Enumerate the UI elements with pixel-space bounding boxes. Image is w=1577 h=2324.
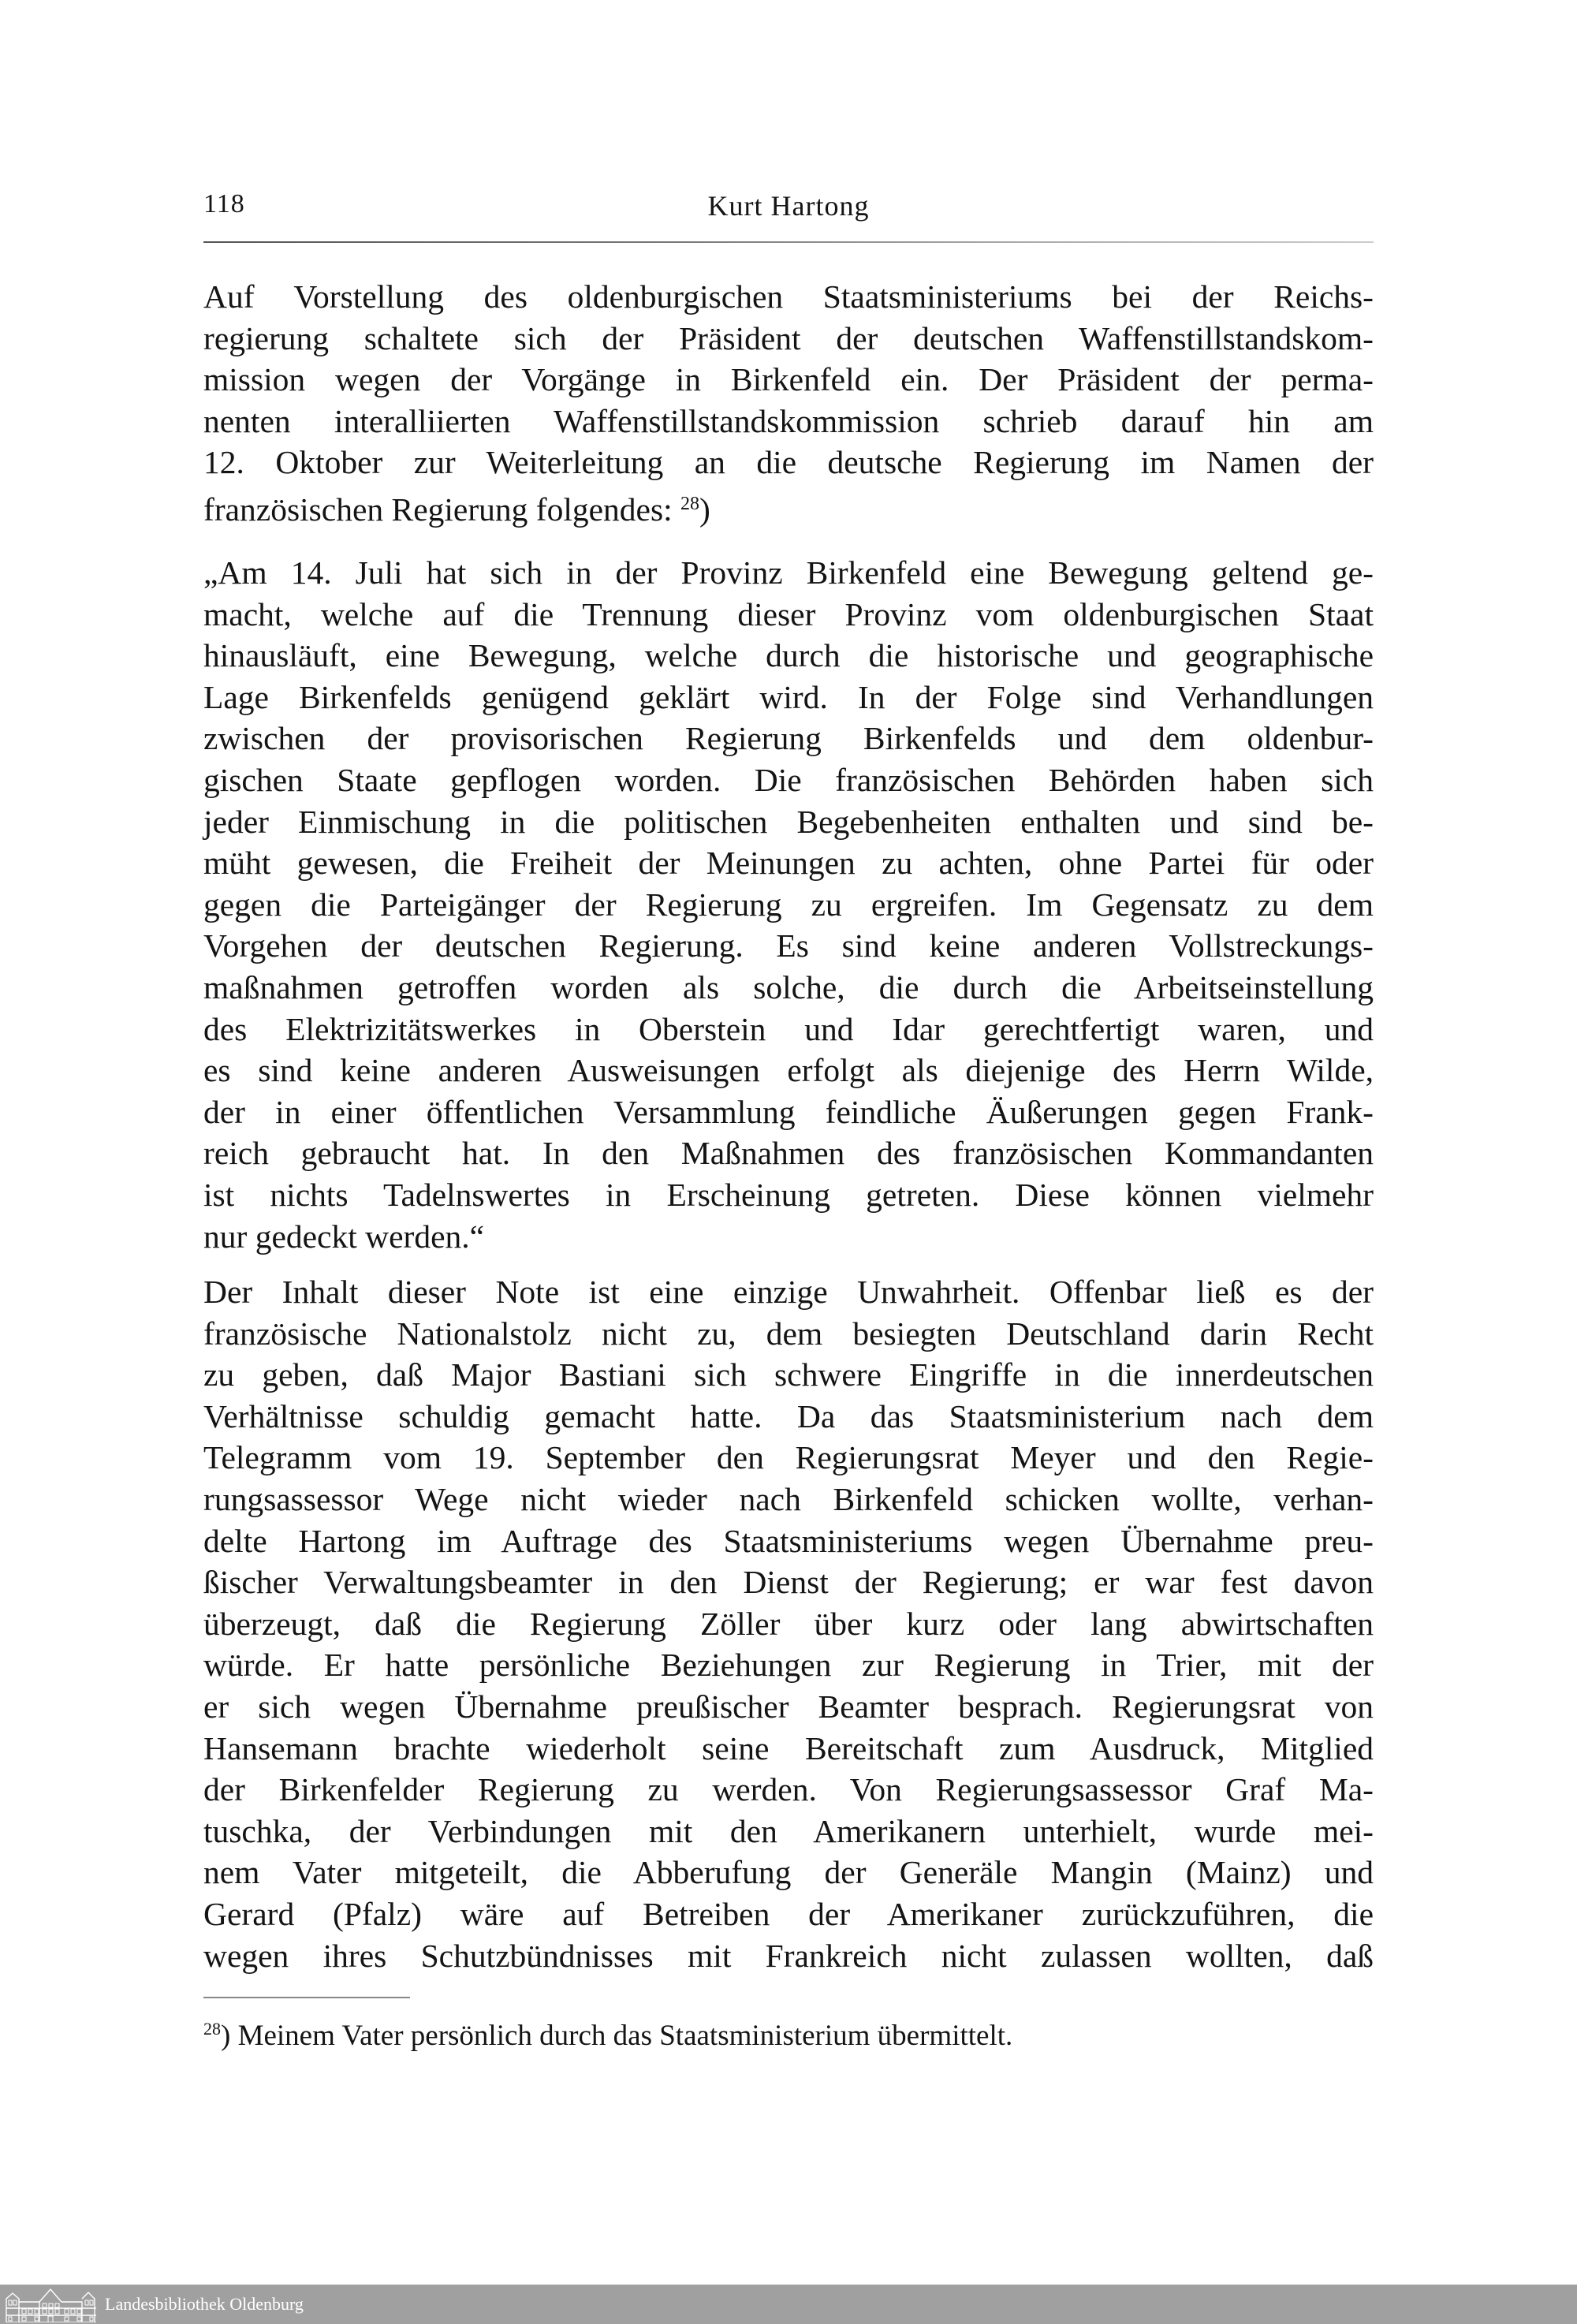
text-line: regierung schaltete sich der Präsident der deutschen Waffenstillstandskom- — [203, 319, 1374, 356]
text-line — [203, 483, 1374, 528]
page-number: 118 — [203, 189, 245, 218]
text-line: nenten interalliierten Waffenstillstandskommission schrieb darauf hin am — [203, 402, 1374, 439]
text-line: Gerard (Pfalz) wäre auf Betreiben der Amerikaner zurückzuführen, die — [203, 1895, 1374, 1932]
paragraph-1 — [203, 276, 1374, 528]
text-line: gegen die Parteigänger der Regierung zu ergreifen. Im Gegensatz zu dem — [203, 886, 1374, 923]
footnote-marker: 28 — [203, 2019, 221, 2039]
paragraph-2-quotation — [203, 552, 1374, 1257]
text-line: der in einer öffentlichen Versammlung feindliche Äußerungen gegen Frank- — [203, 1093, 1374, 1130]
text-line: 12. Oktober zur Weiterleitung an die deutsche Regierung im Namen der — [203, 444, 1374, 481]
text-fragment: ) — [699, 491, 710, 528]
footnote — [203, 2011, 1012, 2054]
text-line: nem Vater mitgeteilt, die Abberufung der Generäle Mangin (Mainz) und — [203, 1854, 1374, 1891]
text-line: ßischer Verwaltungsbeamter in den Dienst der Regierung; er war fest davon — [203, 1564, 1374, 1601]
text-line: würde. Er hatte persönliche Beziehungen zur Regierung in Trier, mit der — [203, 1647, 1374, 1684]
text-line: hinausläuft, eine Bewegung, welche durch die historische und geographische — [203, 637, 1374, 674]
text-line: müht gewesen, die Freiheit der Meinungen zu achten, ohne Partei für oder — [203, 845, 1374, 882]
text-line: Hansemann brachte wiederholt seine Bereitschaft zum Ausdruck, Mitglied — [203, 1729, 1374, 1766]
text-line: des Elektrizitätswerkes in Oberstein und Idar gerechtfertigt waren, und — [203, 1010, 1374, 1047]
text-line: es sind keine anderen Ausweisungen erfolgt als diejenige des Herrn Wilde, — [203, 1052, 1374, 1089]
text-line: Lage Birkenfelds genügend geklärt wird. In der Folge sind Verhandlungen — [203, 678, 1374, 715]
text-line: Telegramm vom 19. September den Regierungsrat Meyer und den Regie- — [203, 1439, 1374, 1476]
library-footer-bar — [0, 2285, 1577, 2324]
footnote-text: Meinem Vater persönlich durch das Staatsministerium übermittelt. — [230, 2020, 1013, 2052]
text-line: rungsassessor Wege nicht wieder nach Birkenfeld schicken wollte, verhan- — [203, 1480, 1374, 1517]
library-building-icon — [5, 2286, 98, 2322]
text-line: zu geben, daß Major Bastiani sich schwere Eingriffe in die innerdeutschen — [203, 1356, 1374, 1393]
text-line: jeder Einmischung in die politischen Begebenheiten enthalten und sind be- — [203, 803, 1374, 840]
text-line: nur gedeckt werden.“ — [203, 1218, 485, 1255]
text-line: „Am 14. Juli hat sich in der Provinz Birkenfeld eine Bewegung geltend ge- — [203, 554, 1374, 591]
text-line: überzeugt, daß die Regierung Zöller über kurz oder lang abwirtschaften — [203, 1605, 1374, 1642]
library-name: Landesbibliothek Oldenburg — [105, 2294, 304, 2314]
footnote-reference[interactable]: 28 — [680, 493, 700, 514]
text-line: macht, welche auf die Trennung dieser Provinz vom oldenburgischen Staat — [203, 595, 1374, 632]
text-line: delte Hartong im Auftrage des Staatsministeriums wegen Übernahme preu- — [203, 1522, 1374, 1559]
text-line: der Birkenfelder Regierung zu werden. Von Regierungsassessor Graf Ma- — [203, 1771, 1374, 1808]
footnote-marker-suffix: ) — [221, 2020, 231, 2052]
paragraph-3 — [203, 1271, 1374, 1976]
text-line: zwischen der provisorischen Regierung Birkenfelds und dem oldenbur- — [203, 720, 1374, 757]
text-line: ist nichts Tadelnswertes in Erscheinung getreten. Diese können vielmehr — [203, 1176, 1374, 1213]
text-line: Auf Vorstellung des oldenburgischen Staatsministeriums bei der Reichs- — [203, 278, 1374, 315]
header-rule — [203, 241, 1374, 243]
text-line: französische Nationalstolz nicht zu, dem besiegten Deutschland darin Recht — [203, 1315, 1374, 1352]
text-line: tuschka, der Verbindungen mit den Amerikanern unterhielt, wurde mei- — [203, 1812, 1374, 1849]
text-line: wegen ihres Schutzbündnisses mit Frankreich nicht zulassen wollten, daß — [203, 1937, 1374, 1974]
text-line: Der Inhalt dieser Note ist eine einzige Unwahrheit. Offenbar ließ es der — [203, 1274, 1374, 1310]
text-line: maßnahmen getroffen worden als solche, die durch die Arbeitseinstellung — [203, 968, 1374, 1005]
footnote-rule — [203, 1997, 410, 1998]
text-line: er sich wegen Übernahme preußischer Beamter besprach. Regierungsrat von — [203, 1688, 1374, 1725]
text-line: reich gebraucht hat. In den Maßnahmen des französischen Kommandanten — [203, 1135, 1374, 1172]
text-line: mission wegen der Vorgänge in Birkenfeld ein. Der Präsident der perma- — [203, 361, 1374, 398]
text-line: Vorgehen der deutschen Regierung. Es sind keine anderen Vollstreckungs- — [203, 927, 1374, 964]
running-head: Kurt Hartong — [707, 190, 870, 222]
text-line: gischen Staate gepflogen worden. Die französischen Behörden haben sich — [203, 761, 1374, 798]
text-line: Verhältnisse schuldig gemacht hatte. Da das Staatsministerium nach dem — [203, 1397, 1374, 1434]
text-fragment: französischen Regierung folgendes: — [203, 491, 681, 528]
